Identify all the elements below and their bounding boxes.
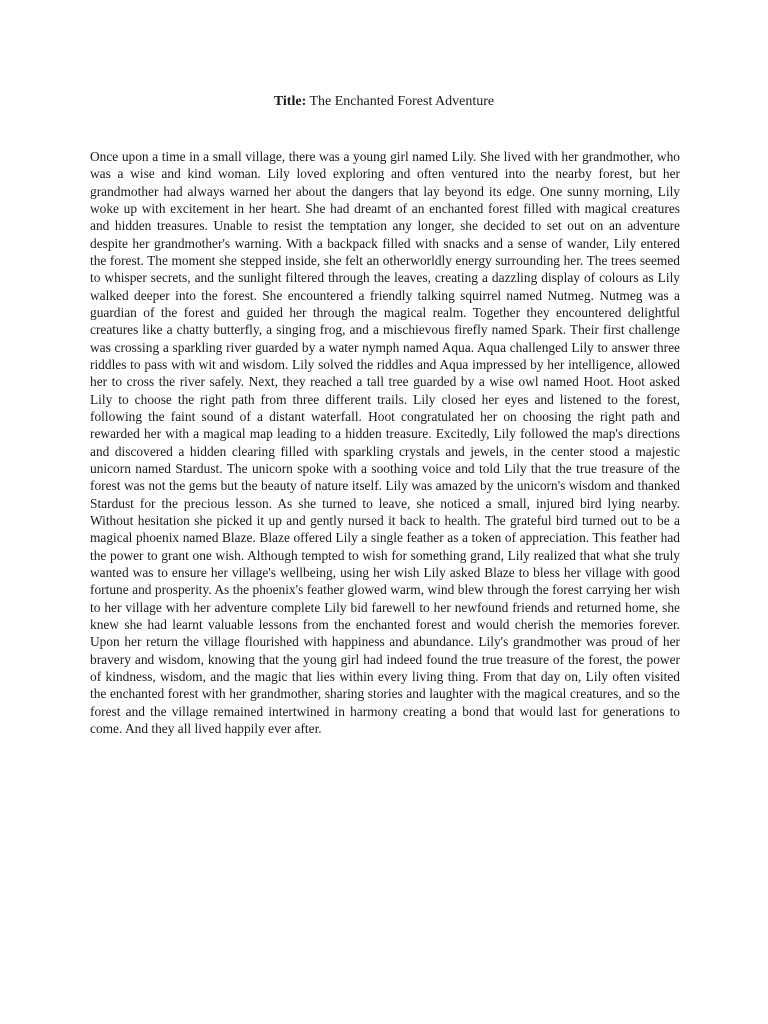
story-paragraph: Once upon a time in a small village, there was a young girl named Lily. She lived with her grandmother, who was a wise and kind woman. Lily loved exploring and often ventured into the nearby forest, but her grandmother had always warned her about the dangers that lay beyond its edge. One sunny morning, Lily woke up with excitement in her heart. She had dreamt of an enchanted forest filled with magical creatures and hidden treasures. Unable to resist the temptation any longer, she decided to set out on an adventure despite her grandmother's warning. With a backpack filled with snacks and a sense of wander, Lily entered the forest. The moment she stepped inside, she felt an otherworldly energy surrounding her. The trees seemed to whisper secrets, and the sunlight filtered through the leaves, creating a dazzling display of colours as Lily walked deeper into the forest. She encountered a friendly talking squirrel named Nutmeg. Nutmeg was a guardian of the forest and guided her through the magical realm. Together they encountered delightful creatures like a chatty butterfly, a singing frog, and a mischievous firefly named Spark. Their first challenge was crossing a sparkling river guarded by a water nymph named Aqua. Aqua challenged Lily to answer three riddles to pass with wit and wisdom. Lily solved the riddles and Aqua impressed by her intelligence, allowed her to cross the river safely. Next, they reached a tall tree guarded by a wise owl named Hoot. Hoot asked Lily to choose the right path from three different trails. Lily closed her eyes and listened to the forest, following the faint sound of a distant waterfall. Hoot congratulated her on choosing the right path and rewarded her with a magical map leading to a hidden treasure. Excitedly, Lily followed the map's directions and discovered a hidden clearing filled with sparkling crystals and jewels, in the center stood a majestic unicorn named Stardust. The unicorn spoke with a soothing voice and told Lily that the true treasure of the forest was not the gems but the beauty of nature itself. Lily was amazed by the unicorn's wisdom and thanked Stardust for the precious lesson. As she turned to leave, she noticed a small, injured bird lying nearby. Without hesitation she picked it up and gently nursed it back to health. The grateful bird turned out to be a magical phoenix named Blaze. Blaze offered Lily a single feather as a token of appreciation. This feather had the power to grant one wish. Although tempted to wish for something grand, Lily realized that what she truly wanted was to ensure her village's wellbeing, using her wish Lily asked Blaze to bless her village with good fortune and prosperity. As the phoenix's feather glowed warm, wind blew through the forest carrying her wish to her village with her adventure complete Lily bid farewell to her newfound friends and returned home, she knew she had learnt valuable lessons from the enchanted forest and would cherish the memories forever. Upon her return the village flourished with happiness and abundance. Lily's grandmother was proud of her bravery and wisdom, knowing that the young girl had indeed found the true treasure of the forest, the power of kindness, wisdom, and the magic that lies within every living thing. From that day on, Lily often visited the enchanted forest with her grandmother, sharing stories and laughter with the magical creatures, and so the forest and the village remained intertwined in harmony creating a bond that would last for generations to come. And they all lived happily ever after. xyxy=(90,149,680,736)
title-text: The Enchanted Forest Adventure xyxy=(309,94,495,109)
title-label: Title: xyxy=(273,94,307,109)
document-title xyxy=(0,92,768,111)
